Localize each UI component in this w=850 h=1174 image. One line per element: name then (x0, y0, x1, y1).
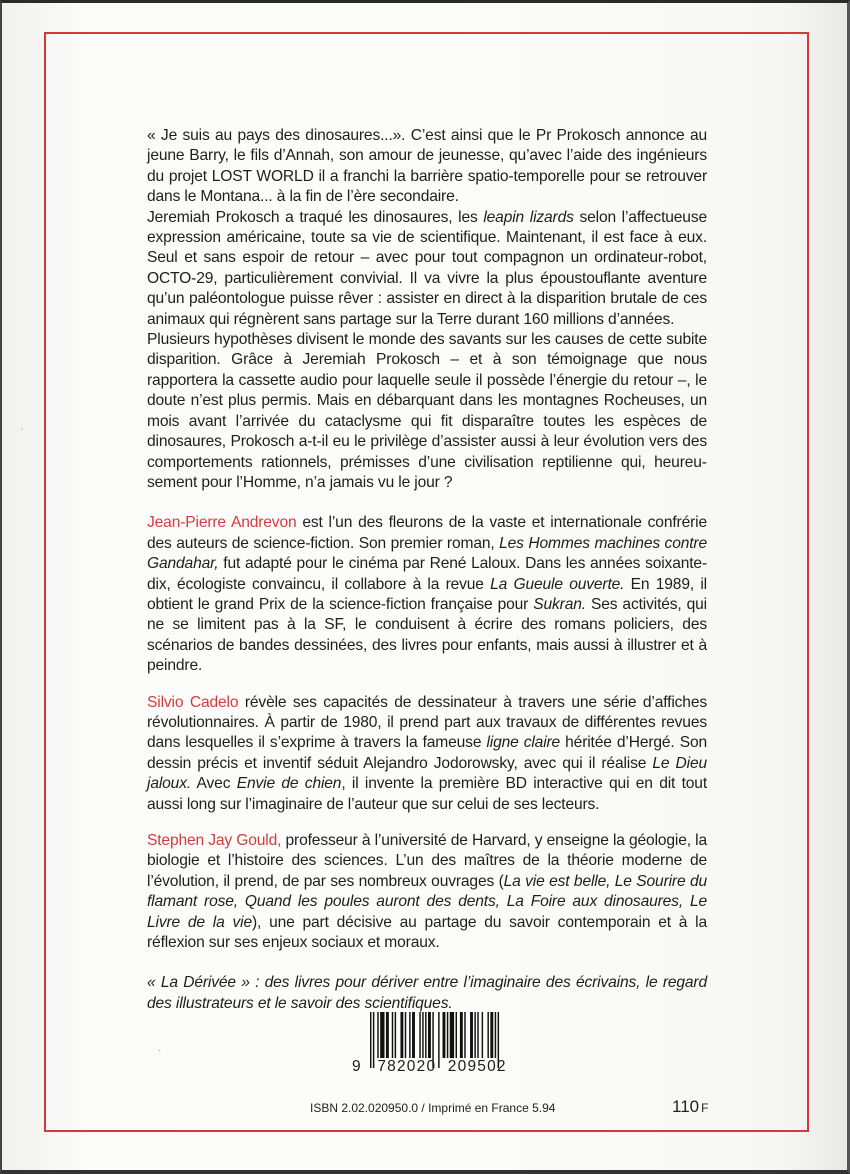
italic-title: leapin lizards (483, 208, 574, 226)
barcode-digits (352, 1058, 507, 1076)
barcode-bar (386, 1012, 389, 1058)
author-bio (147, 831, 707, 953)
scan-mark: · (158, 1045, 162, 1056)
barcode-bar (482, 1012, 483, 1058)
text-run: Avec (191, 775, 237, 793)
text-run: est l’un des fleurons de la vaste et internationale confrérie des auteurs de science-fiction. Son premier roman, (147, 514, 707, 552)
barcode-bar (412, 1012, 415, 1058)
barcode-bar (395, 1012, 396, 1058)
synopsis (147, 126, 707, 493)
synopsis-paragraph (147, 126, 707, 208)
barcode-bar (400, 1012, 403, 1058)
text-run: ), une part décisive au partage du savoir contemporain et à la réflexion sur ses enjeux sociaux et moraux. (147, 913, 707, 952)
barcode-bar (474, 1012, 475, 1058)
text-run: fut adapté pour le cinéma par René Laloux. Dans les années soixante-dix, écologiste convaincu, il collabore à la revue (147, 555, 707, 593)
italic-title: Le Dieu jaloux. (147, 754, 707, 793)
barcode-bar (419, 1012, 420, 1058)
barcode-bar (450, 1012, 454, 1058)
italic-title: Les Hommes machines contre Gandahar, (147, 534, 707, 573)
series-tagline: « La Dérivée » : des livres pour dériver entre l’imaginaire des écrivains, le regard des illustrateurs et le savoir des scientifiques. (147, 974, 707, 1012)
author-bio (147, 693, 707, 815)
text-run: Jeremiah Prokosch a traqué les dinosaures, les (147, 208, 484, 226)
text-run: selon l’affectueuse expression américaine, toute sa vie de scientifique. Maintenant, il est face à eux. Seul et sans espoir de retour – avec pour tout compagnon un ordinateur-robot, OCTO-29, particulièrement convivial. Il va vivre la plus époustouflante aventure qu’un paléontologue puisse rêver : assister en direct à la disparition brutale de ces animaux qui régnèrent sans partage sur la Terre durant 160 millions d’années. (147, 208, 707, 328)
barcode-bar (477, 1012, 478, 1058)
text-run: En 1989, il obtient le grand Prix de la science-fiction française pour (147, 575, 707, 613)
author-bios (147, 513, 707, 953)
barcode-digits-right: 209502 (447, 1058, 507, 1075)
barcode-bar (495, 1012, 496, 1058)
barcode-bar (392, 1012, 393, 1058)
text-run: professeur à l’université de Harvard, y enseigne la géologie, la biologie et l’histoire des sciences. L’un des maîtres de la théorie moderne de l’évolution, il prend, de par ses nombreux ouvrages ( (147, 832, 707, 890)
italic-title: La vie est belle, Le Sourire du flamant rose, Quand les poules auront des dents, La Foire aux dinosaures, Le Livre de la vie (147, 872, 707, 931)
italic-title: La Gueule ouverte. (490, 575, 625, 593)
text-run: Plusieurs hypothèses divisent le monde des savants sur les causes de cette subite disparition. Grâce à Jeremiah Prokosch – et à son témoignage que nous rapportera la cassette audio pour laquelle seule il possède l’énergie du retour –, le doute n’est plus permis. Mais en débarquant dans les montagnes Rocheuses, un mois avant l’arrivée du cataclysme qui fit disparaître toutes les espèces de dinosaures, Prokosch a-t-il eu le privilège d’assister aussi à leur évolution vers des comportements rationnels, prémisses d’une civilisation reptilienne qui, heureusement pour l’Homme, n’a jamais vu le jour ? (147, 331, 707, 491)
text-run: , il invente la première BD interactive qui en dit tout aussi long sur l’imaginaire de l’auteur que sur celui de ses lecteurs. (147, 775, 708, 813)
barcode-bar (428, 1012, 431, 1058)
author-bio (147, 513, 707, 676)
synopsis-paragraph (147, 208, 707, 330)
back-cover-text (147, 126, 707, 1014)
barcode-bar (487, 1012, 488, 1058)
barcode-bar (380, 1012, 384, 1058)
barcode-bar (490, 1012, 493, 1058)
scan-mark: ˏ (20, 420, 24, 431)
price (672, 1097, 708, 1117)
isbn-line: ISBN 2.02.020950.0 / Imprimé en France 5.94 (310, 1101, 556, 1115)
author-name: Stephen Jay Gould, (147, 832, 282, 849)
barcode-bar (405, 1012, 406, 1058)
text-run: révèle ses capacités de dessinateur à travers une série d’affiches révolutionnaires. À partir de 1980, il prend part aux travaux de différentes revues dans lesquelles il s’exprime à travers la fameuse (147, 693, 707, 752)
italic-title: ligne claire (486, 734, 561, 752)
barcode-bar (377, 1012, 378, 1058)
barcode-bar (464, 1012, 465, 1058)
price-unit: F (701, 1101, 709, 1115)
text-run: héritée d’Hergé. Son dessin précis et inventif séduit Alejandro Jodorowsky, avec qui il réalise (147, 734, 707, 772)
text-run: Ses activités, qui ne se limitent pas à la SF, le conduisent à écrire des romans policiers, des scénarios de bandes dessinées, des livres pour enfants, mais aussi à illustrer et à peindre. (147, 595, 707, 675)
barcode-bar (443, 1012, 446, 1058)
barcode-bar (470, 1012, 473, 1058)
italic-title: Sukran. (533, 595, 586, 613)
synopsis-paragraph (147, 330, 707, 493)
barcode-bar (447, 1012, 448, 1058)
barcode-bar (456, 1012, 457, 1058)
author-name: Silvio Cadelo (147, 693, 239, 711)
barcode-digits-left: 782020 (377, 1058, 437, 1075)
barcode-bar (425, 1012, 426, 1058)
price-amount: 110 (672, 1097, 700, 1116)
barcode-bar (460, 1012, 463, 1058)
text-run: « Je suis au pays des dinosaures...». C’est ainsi que le Pr Prokosch annonce au jeune Barry, le fils d’Annah, son amour de jeunesse, qu’avec l’aide des ingénieurs du projet LOST WORLD il a franchi la barrière spatio-temporelle pour se retrouver dans le Montana... à la fin de l’ère secondaire. (147, 127, 707, 206)
barcode-bar (409, 1012, 410, 1058)
italic-title: Envie de chien (236, 775, 342, 793)
barcode-bar (422, 1012, 423, 1058)
author-name: Jean-Pierre Andrevon (147, 514, 297, 532)
barcode-digit-lead: 9 (352, 1058, 362, 1075)
